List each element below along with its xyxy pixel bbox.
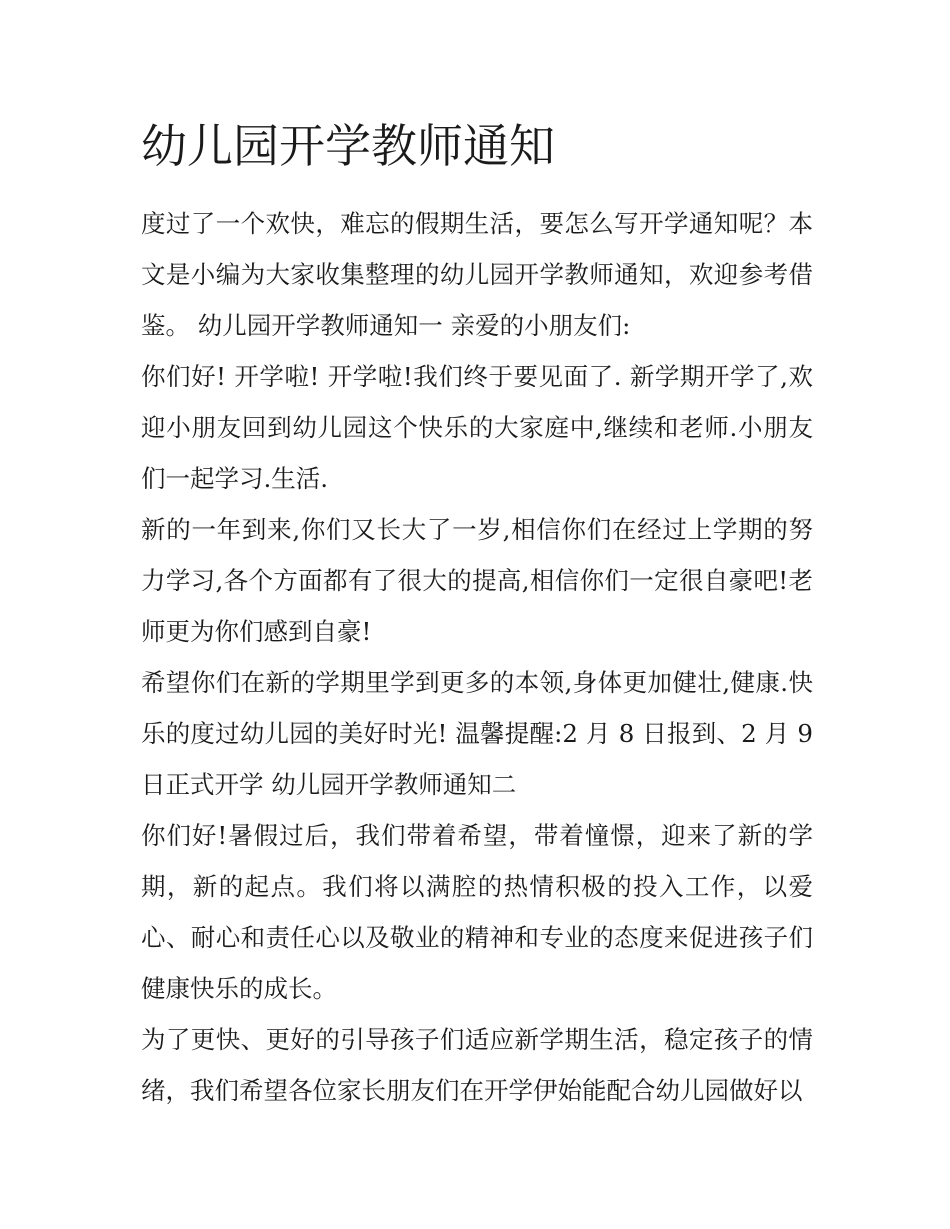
document-page xyxy=(141,112,813,1116)
paragraph: 你们好!暑假过后，我们带着希望，带着憧憬，迎来了新的学期，新的起点。我们将以满腔的热情积极的投入工作，以爱心、耐心和责任心以及敬业的精神和专业的态度来促进孩子们健康快乐的成长。 xyxy=(141,821,813,1003)
document-title: 幼儿园开学教师通知 xyxy=(141,119,555,173)
paragraph: 度过了一个欢快，难忘的假期生活，要怎么写开学通知呢？本文是小编为大家收集整理的幼儿园开学教师通知，欢迎参考借鉴。 幼儿园开学教师通知一 亲爱的小朋友们: xyxy=(141,209,813,340)
document-body xyxy=(141,198,813,1116)
paragraph: 为了更快、更好的引导孩子们适应新学期生活，稳定孩子的情绪，我们希望各位家长朋友们在开学伊始能配合幼儿园做好以 xyxy=(141,1025,813,1105)
paragraph: 你们好! 开学啦! 开学啦!我们终于要见面了. 新学期开学了,欢迎小朋友回到幼儿园这个快乐的大家庭中,继续和老师.小朋友们一起学习.生活. xyxy=(141,362,813,493)
paragraph: 新的一年到来,你们又长大了一岁,相信你们在经过上学期的努力学习,各个方面都有了很大的提高,相信你们一定很自豪吧!老师更为你们感到自豪! xyxy=(141,515,813,646)
paragraph: 希望你们在新的学期里学到更多的本领,身体更加健壮,健康.快乐的度过幼儿园的美好时光! 温馨提醒:2 月 8 日报到、2 月 9 日正式开学 幼儿园开学教师通知二 xyxy=(141,668,813,799)
